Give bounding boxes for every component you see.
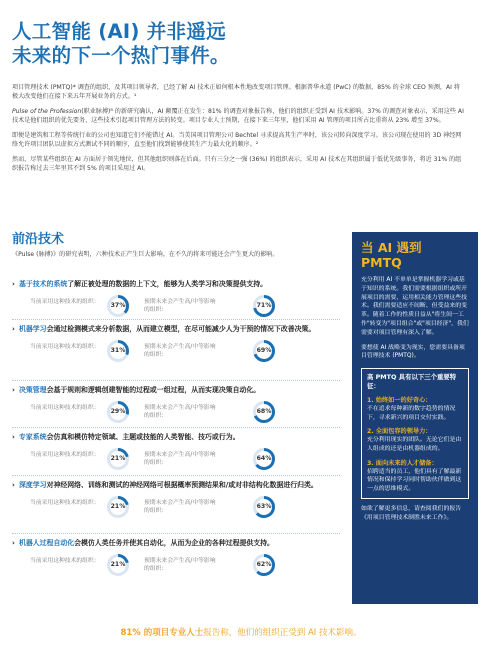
expected-value: 68% <box>256 408 272 415</box>
title-line-1: 人工智能 (AI) 并非遥远 <box>12 20 226 43</box>
panel-title-line-1: 当 AI 遇到 <box>361 240 422 255</box>
tech-heading <box>12 432 336 442</box>
divider <box>12 380 340 381</box>
expected-donut <box>252 553 276 577</box>
tech-name: 深度学习 <box>19 481 47 489</box>
tech-desc: 会基于规则和逻辑创建智能的过程或一组过程，从而实现决策自动化。 <box>46 386 261 394</box>
adopted-label: 当前采用这种技术的组织： <box>30 500 100 506</box>
divider <box>12 427 340 428</box>
adopted-label: 当前采用这种技术的组织： <box>30 405 100 411</box>
frontier-section <box>12 232 340 259</box>
panel-title-line-2: PMTQ <box>361 255 402 270</box>
tech-name: 机器学习 <box>19 325 47 333</box>
tech-item <box>12 432 336 473</box>
intro-paragraph-4: 然而，尽管某些组织在 AI 方面居于领先地位，但其他组织则落在后面。只有三分之一强 (36%) 的组织表示，采用 AI 技术在其组织属于低优先级事务，将近 31% 的组织报告称过去三年里其不到 5% 的项目采用过 AI。 <box>12 155 462 172</box>
expected-label: 预期未来会产生高/中等影响的组织： <box>144 558 216 572</box>
tech-desc: 对神经网络、训练和测试的神经网络可根据概率预测结果和/或对非结构化数据进行归类。 <box>46 481 318 489</box>
expected-label: 预期未来会产生高/中等影响的组织： <box>144 452 216 466</box>
tech-name: 机器人过程自动化 <box>19 539 75 547</box>
expected-label: 预期未来会产生高/中等影响的组织： <box>144 500 216 514</box>
chevron-right-icon: › <box>12 280 15 288</box>
tech-heading <box>12 385 336 395</box>
divider <box>12 533 340 534</box>
trait-title: 1. 始终如一的好奇心： <box>367 397 432 405</box>
expected-donut <box>252 400 276 424</box>
expected-donut <box>252 339 276 363</box>
expected-value: 62% <box>256 561 272 568</box>
panel-paragraph-1: 充分利用 AI 不单单是掌握机器学习或基于知识的系统。我们需要根据组织或所开展项目的需要，运用相关能力管理这些技术。我们需要适应不间断、但受益来的变革。随着工作的性质日益从"将生间一工作"转变为"项目组合"或"项目经济"，我们需要对项目管理有深入了解。 <box>361 277 469 336</box>
adopted-donut <box>106 339 130 363</box>
tech-stats <box>12 445 336 473</box>
trait-body: 充分利用现实的团队。无论它们是由人组成的还是由机器组成的。 <box>367 437 462 452</box>
expected-value: 64% <box>256 455 272 462</box>
expected-value: 71% <box>256 302 272 309</box>
divider <box>12 475 340 476</box>
trait-title: 2. 全面包容的领导力： <box>367 428 432 436</box>
pmtq-panel <box>352 232 478 604</box>
tech-name: 专家系统 <box>19 433 47 441</box>
tech-stats <box>12 551 336 579</box>
divider <box>12 319 340 320</box>
adopted-donut <box>106 294 130 318</box>
tech-item <box>12 385 336 426</box>
tech-stats <box>12 337 336 365</box>
pulse-title: Pulse of the Profession <box>12 107 82 115</box>
chevron-right-icon: › <box>12 386 15 394</box>
page-title <box>12 20 452 68</box>
chevron-right-icon: › <box>12 481 15 489</box>
callout-text: 报告称，他们的组织正受到 AI 技术影响。 <box>203 628 362 638</box>
intro-paragraph-1: 项目管理技术 (PMTQ)* 调查的组织，及其项目领导者，已经了解 AI 技术正如何根本性地改变项目管理。根据普华永道 (PwC) 的数据，85% 的全球 CEO 预测，AI 将极大改变他们在接下来五年开展业务的方式。¹ <box>12 84 461 101</box>
adopted-donut <box>106 400 130 424</box>
tech-name: 决策管理 <box>19 386 47 394</box>
adopted-donut <box>106 495 130 519</box>
tech-desc: 了解正被处理的数据的上下文，能够为人类学习和决策提供支持。 <box>67 280 268 288</box>
adopted-value: 21% <box>110 455 126 462</box>
frontier-title: 前沿技术 <box>12 232 65 247</box>
tech-item <box>12 480 336 521</box>
adopted-value: 29% <box>110 408 126 415</box>
trait-body: 招聘适当的员工，他们具有了解最新情况和保持学习同时帮助伙伴做到这一点的思维模式。 <box>367 468 462 492</box>
adopted-value: 21% <box>110 503 126 510</box>
tech-heading <box>12 324 336 334</box>
chevron-right-icon: › <box>12 325 15 333</box>
adopted-donut <box>106 447 130 471</box>
expected-donut <box>252 447 276 471</box>
chevron-right-icon: › <box>12 433 15 441</box>
expected-label: 预期未来会产生高/中等影响的组织： <box>144 344 216 358</box>
tech-desc: 会模仿人类任务并使其自动化，从而为企业的各种过程提供支持。 <box>74 539 274 547</box>
panel-paragraph-3: 如欲了解更多信息，请查阅我们的报告《用项目管理技术制胜未来工作》。 <box>361 506 462 522</box>
tech-stats <box>12 398 336 426</box>
expected-label: 预期未来会产生高/中等影响的组织： <box>144 299 216 313</box>
expected-value: 69% <box>256 347 272 354</box>
tech-stats <box>12 292 336 320</box>
adopted-label: 当前采用这种技术的组织： <box>30 558 100 564</box>
adopted-label: 当前采用这种技术的组织： <box>30 344 100 350</box>
adopted-label: 当前采用这种技术的组织： <box>30 299 100 305</box>
adopted-value: 37% <box>110 302 126 309</box>
adopted-donut <box>106 553 130 577</box>
chevron-right-icon: › <box>12 539 15 547</box>
tech-stats <box>12 493 336 521</box>
expected-value: 63% <box>256 503 272 510</box>
bottom-callout <box>0 628 482 639</box>
tech-item <box>12 324 336 365</box>
intro-paragraph-2 <box>12 107 464 125</box>
title-line-2: 未来的下一个热门事件。 <box>12 44 230 67</box>
tech-desc: 会通过检测模式来分析数据，从而建立模型，在尽可能减少人为干预的情况下改善决策。 <box>46 325 316 333</box>
intro-paragraph-3: 即便是建筑和工程等传统行业的公司也知道它们不能错过 AI。当美国项目管理公司 Bechtel 寻求提高其生产率时，该公司转向深度学习。该公司现在使用的 3D 神经网络允许项目团队以虚拟方式测试不同的顺序，直至他们找到能够使其生产力最大化的顺序。² <box>12 131 462 149</box>
tech-heading <box>12 480 336 490</box>
tech-heading <box>12 279 336 289</box>
tech-item <box>12 279 336 320</box>
panel-paragraph-2: 要想使 AI 战略变为现实，您需要具备项目管理技术 (PMTQ)。 <box>361 344 465 360</box>
tech-desc: 会仿真和模仿特定领域、主题或技能的人类智能、技巧或行为。 <box>46 433 240 441</box>
tech-heading <box>12 538 336 548</box>
callout-highlight: 81% 的项目专业人士 <box>120 628 204 638</box>
intro-text <box>12 83 464 179</box>
trait-title: 3. 面向未来的人才储备： <box>367 459 438 467</box>
adopted-value: 31% <box>110 347 126 354</box>
trait-body: 不在追求每种新的数字趋势的情况下，寻求新兴的项目交付实践。 <box>367 406 456 421</box>
expected-label: 预期未来会产生高/中等影响的组织： <box>144 405 216 419</box>
adopted-value: 21% <box>110 561 126 568</box>
pmtq-traits-box <box>361 368 469 499</box>
tech-name: 基于技术的系统 <box>19 280 68 288</box>
expected-donut <box>252 294 276 318</box>
intro-paragraph-2-body: (职业脉搏)⁸ 的新研究确认，AI 颠覆正在发生：81% 的调查对象报告称，他们的组织正受到 AI 技术影响。37% 的调查对象表示，采用这些 AI 技术是他们组织的优先要务，这些技术引起项目管理方法的转变。项目专业人士预期，在接下来三年里，他们采用 AI 管理的项目所占比重将从 23% 增至 37%。 <box>12 107 464 125</box>
traits-title: 高 PMTQ 具有以下三个重要特征： <box>367 373 457 391</box>
adopted-label: 当前采用这种技术的组织： <box>30 452 100 458</box>
expected-donut <box>252 495 276 519</box>
frontier-subtitle: 《Pulse (脉搏)》的研究表明，六种技术正产生巨大影响。在不久的将来可能还会产生更大的影响。 <box>12 251 279 258</box>
tech-item <box>12 538 336 579</box>
